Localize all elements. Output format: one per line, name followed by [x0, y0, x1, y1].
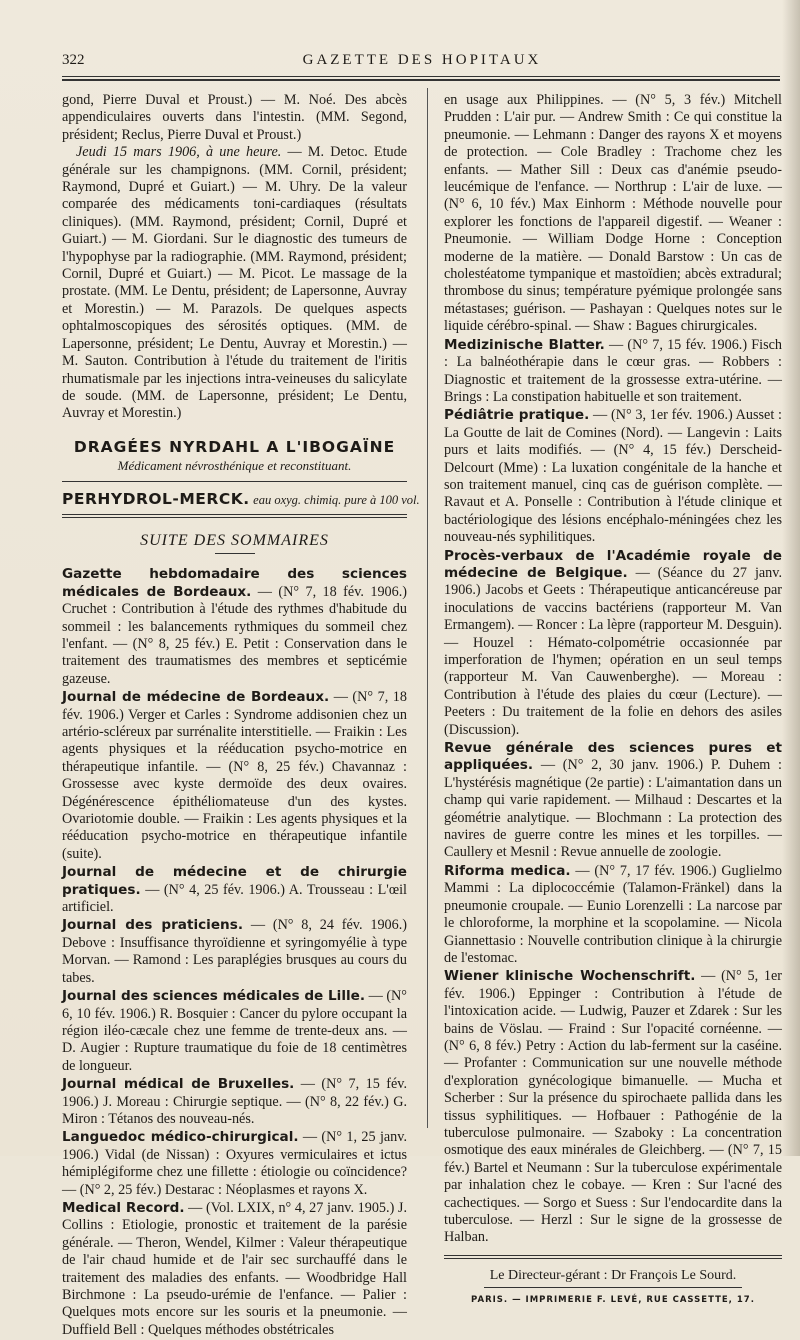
page-number: 322 [62, 52, 85, 68]
summary-entry [444, 863, 782, 967]
entry-text: — (N° 4, 25 fév. 1906.) A. Trousseau : L'œil artificiel. [62, 881, 407, 916]
page-header [62, 50, 782, 72]
summary-entry [62, 1076, 407, 1128]
summary-entry [444, 337, 782, 407]
entry-text: — (N° 7, 15 fév. 1906.) J. Moreau : Chirurgie septique. — (N° 8, 22 fév.) G. Miron : Tétanos des nouveau-nés. [62, 1076, 407, 1127]
ad-rule [62, 481, 407, 482]
journal-name: Journal des sciences médicales de Lille. [62, 988, 366, 1005]
session-date: Jeudi 15 mars 1906, à une heure. [76, 144, 282, 161]
journal-name: Pédiâtrie pratique. [444, 407, 590, 424]
journal-name: Riforma medica. [444, 862, 571, 879]
entry-text: en usage aux Philippines. — (N° 5, 3 fév.) Mitchell Prudden : L'air pur. — Andrew Smith : Ce qui constitue la pneumonie. — Lehmann : Danger des rayons X et moyens de protection. — Cole Bradley : Trachome chez les enfants. — Mather Sill : Deux cas d'anémie pseudo-leucémique de l'enfance. — Northrup : L'air de luxe. — (N° 6, 10 fév.) Max Einhorm : Méthode nouvelle pour explorer les fonctions de l'appareil digestif. — Weaner : Pneumonie. — William Dodge Horne : Conception moderne de la matière. — Donald Barstow : Un cas de cholestéatome tympanique et mastoïdien; abcès extradural; thrombose du sinus; température pyémique prolongée sans métastases; guérison. — Pashayan : Quelques notes sur le liquide cérébro-spinal. — Shaw : Bagues chirurgicales. [444, 92, 782, 335]
thesis-text: — M. Detoc. Etude générale sur les champignons. (MM. Cornil, président; Raymond, Dupré et Guiart.) — M. Uhry. De la valeur comparée des médicaments toni-cardiaques (résultats cliniques). (MM. Raymond, président; Cornil, Dupré et Guiart.) — M. Giordani. Sur le diagnostic des tumeurs de l'hypophyse par la radiographie. (MM. Raymond, président; Cornil, Dupré et Guiart.) — M. Picot. Le massage de la prostate. (MM. Le Dentu, président; de Lapersonne, Auvray et Morestin.) — M. Parazols. De quelques aspects ophtalmoscopiques des sérosités optiques. (MM. de Lapersonne, président; Le Dentu, Auvray et Morestin.) — M. Sauton. Contribution à l'étude du traitement de l'iritis rhumatismale par les injections intra-veineuses du salicylate de soude. (MM. de Lapersonne, président; Le Dentu, Auvray et Morestin.) [62, 144, 407, 422]
journal-name: Medical Record. [62, 1199, 185, 1216]
advertisement-perhydrol [62, 489, 420, 509]
summary-entry [444, 740, 782, 862]
journal-name: Languedoc médico-chirurgical. [62, 1129, 299, 1146]
summary-entry [62, 864, 407, 916]
journal-name: Revue générale des sciences pures et appliquées. [444, 740, 782, 774]
entry-text: — (N° 7, 18 fév. 1906.) Verger et Carles : Syndrome addisonien chez un artério-scléreux par surrénalite interstitielle. — Fraikin : Les agents physiques et la rééducation psycho-motrice en thérapeutique infantile. — (N° 8, 25 fév.) Chavannaz : Grossesse avec kyste dermoïde des deux ovaires. Dégénérescence épithéliomateuse d'un des kystes. Ovariotomie double. — Fraikin : Les agents physiques et la rééducation psycho-motrice en thérapeutique infantile (suite). [62, 689, 407, 862]
printer-line: PARIS. — IMPRIMERIE F. LEVÉ, RUE CASSETTE, 17. [471, 1295, 755, 1306]
page-edge-shadow [782, 0, 800, 1156]
column-divider [427, 88, 428, 1128]
left-column [62, 92, 420, 1340]
entry-text: — (N° 3, 1er fév. 1906.) Ausset : La Goutte de lait de Comines (Nord). — Langevin : Laits purs et laits modifiés. — (N° 4, 15 fév.) Derscheid-Delcourt (Mme) : La luxation congénitale de la hanche et son traitement manuel, cinq cas de guérison complète. — Ravaut et A. Ponselle : Contribution à l'étude clinique et bactériologique des lésions encéphalo-méningées chez les nouveau-nés syphilitiques. [444, 407, 782, 546]
entry-text: — (Séance du 27 janv. 1906.) Jacobs et Geets : Thérapeutique anticancéreuse par inoculations de vaccins bactériens (rapporteur M. Van Ermangem). — Roncer : La lèpre (rapporteur M. Desguin). — Houzel : Hémato-colpométrie occasionnée par imperforation de l'hymen; opération en un seul temps (rapporteur M. Van Cauwenberghe). — Moreau : Contribution à l'étude des plaies du cœur (Lecture). — Peeters : Du traitement de la folie en dehors des asiles (Discussion). [444, 564, 782, 738]
ad2-title: PERHYDROL-MERCK. [62, 489, 250, 508]
thesis-paragraph [62, 144, 407, 423]
ad-title: DRAGÉES NYRDAHL A L'IBOGAÏNE [73, 437, 396, 456]
left-entries [62, 566, 407, 1339]
entry-text: — (N° 6, 10 fév. 1906.) R. Bosquier : Cancer du pylore occupant la région iléo-cæcale chez une femme de trente-deux ans. — D. Augier : Rupture traumatique du foie de 18 centimètres de longueur. [62, 988, 407, 1074]
director-line: Le Directeur-gérant : Dr François Le Sourd. [489, 1267, 737, 1283]
summary-entry [444, 92, 782, 336]
ad2-tail: eau oxyg. chimiq. pure à 100 vol. [253, 492, 420, 507]
section-title: SUITE DES SOMMAIRES [140, 531, 329, 549]
summary-entry [62, 566, 407, 688]
summary-entry [62, 988, 407, 1075]
entry-text: — (N° 1, 25 janv. 1906.) Vidal (de Nissan) : Oxyures vermiculaires et ictus hémiplégiforme chez une fillette : étiologie ou coïncidence? — (N° 2, 25 fév.) Destarac : Néoplasmes et rayons X. [62, 1129, 407, 1198]
summary-entry [444, 968, 782, 1247]
intro-paragraph: gond, Pierre Duval et Proust.) — M. Noé. Des abcès appendiculaires ouverts dans l'intestin. (MM. Segond, président; Reclus, Pierre Duval et Proust.) [62, 92, 407, 143]
journal-name: Procès-verbaux de l'Académie royale de médecine de Belgique. [444, 547, 782, 581]
entry-text: — (N° 8, 24 fév. 1906.) Debove : Insuffisance thyroïdienne et syringomyélie à type Morvan. — Ramond : Les paraplégies brusques au cours du tabes. [62, 917, 408, 986]
footer-rule [444, 1255, 782, 1259]
journal-name: Journal de médecine de Bordeaux. [62, 689, 330, 706]
journal-name: Journal des praticiens. [62, 917, 243, 934]
summary-entry [62, 1129, 407, 1199]
entry-text: — (N° 5, 1er fév. 1906.) Eppinger : Contribution à l'étude de l'intoxication acide. — Ludwig, Pauzer et Zdarek : Sur les bains de Vöslau. — Fraind : Sur l'opacité cornéenne. — (N° 6, 8 fév.) Petry : Action du lab-ferment sur la caséine. — Profanter : Communication sur une nouvelle méthode d'exploration gynécologique bimanuelle. — Mucha et Scherber : Sur la présence du spirochaete pallida dans les tissus syphilitiques. — Hofbauer : Pathogénie de la tuberculose pulmonaire. — Szaboky : La concentration osmotique des eaux minérales de Gleichberg. — (N° 7, 15 fév.) Bartel et Neumann : Sur la tuberculose expérimentale par inhalation chez le cobaye. — Kren : Sur l'acné des cachectiques. — Sorgo et Suess : Sur l'endocardite dans la tuberculose. — Herzl : Sur le signe de la grossesse de Halban. [444, 968, 782, 1246]
header-rule [62, 76, 780, 81]
summary-entry [444, 548, 782, 739]
ad-subtitle: Médicament névrosthénique et reconstituant. [117, 458, 352, 474]
entry-text: — (N° 7, 15 fév. 1906.) Fisch : La balnéothérapie dans le cœur gras. — Robbers : Diagnostic et traitement de la grossesse extra-utérine. — Brings : La constipation habituelle et son traitement. [444, 336, 782, 405]
entry-text: — (N° 7, 18 fév. 1906.) Cruchet : Contribution à l'étude des rythmes d'habitude du sommeil : les balancements rythmiques du sommeil chez l'enfant. — (N° 8, 25 fév.) E. Petit : Conservation dans le traitement des traumatismes des membres et septicémie gazeuse. [62, 583, 408, 687]
summary-entry [62, 917, 407, 987]
right-entries [444, 92, 782, 1247]
journal-name: Medizinische Blatter. [444, 336, 605, 353]
journal-name: Journal médical de Bruxelles. [62, 1076, 295, 1093]
entry-text: — (N° 7, 17 fév. 1906.) Guglielmo Mammi : La diplococcémie (Talamon-Fränkel) dans la pneumonie croupale. — Eunio Lorenzelli : La narcose par le chloroforme, la morphine et la scopolamine. — Nicola Giannettasio : Nouvelle contribution clinique à la chirurgie de l'estomac. [444, 862, 782, 966]
director-rule [484, 1287, 742, 1288]
summary-entry [62, 1200, 407, 1339]
advertisement-dragees [62, 439, 407, 482]
summary-entry [444, 407, 782, 546]
section-double-rule [62, 514, 407, 518]
entry-text: — (Vol. LXIX, n° 4, 27 janv. 1905.) J. Collins : Etiologie, pronostic et traitement de la parésie générale. — Theron, Wendel, Kilmer : Valeur thérapeutique de l'air chaud humide et de l'air sec surchauffé dans le traitement des maladies des enfants. — Woodbridge Hall Birchmone : La pseudo-urémie de l'enfance. — Palier : Quelques mots encore sur les souris et la pneumonie. — Duffield Bell : Quelques méthodes obstétricales [62, 1199, 407, 1338]
journal-name: Journal de médecine et de chirurgie pratiques. [62, 864, 407, 898]
entry-text: — (N° 2, 30 janv. 1906.) P. Duhem : L'hystérésis magnétique (2e partie) : L'aimantation dans un champ qui varie rapidement. — Milhaud : Descartes et la géométrie analytique. — Blochmann : La protection des navires de guerre contre les mines et les torpilles. — Caullery et Mesnil : Revue annuelle de zoologie. [444, 757, 782, 861]
right-column [444, 92, 782, 1310]
summary-entry [62, 689, 407, 863]
journal-name: Wiener klinische Wochenschrift. [444, 968, 696, 985]
section-short-rule [215, 553, 255, 554]
running-title: GAZETTE DES HOPITAUX [302, 52, 542, 68]
journal-name: Gazette hebdomadaire des sciences médicales de Bordeaux. [62, 566, 407, 600]
